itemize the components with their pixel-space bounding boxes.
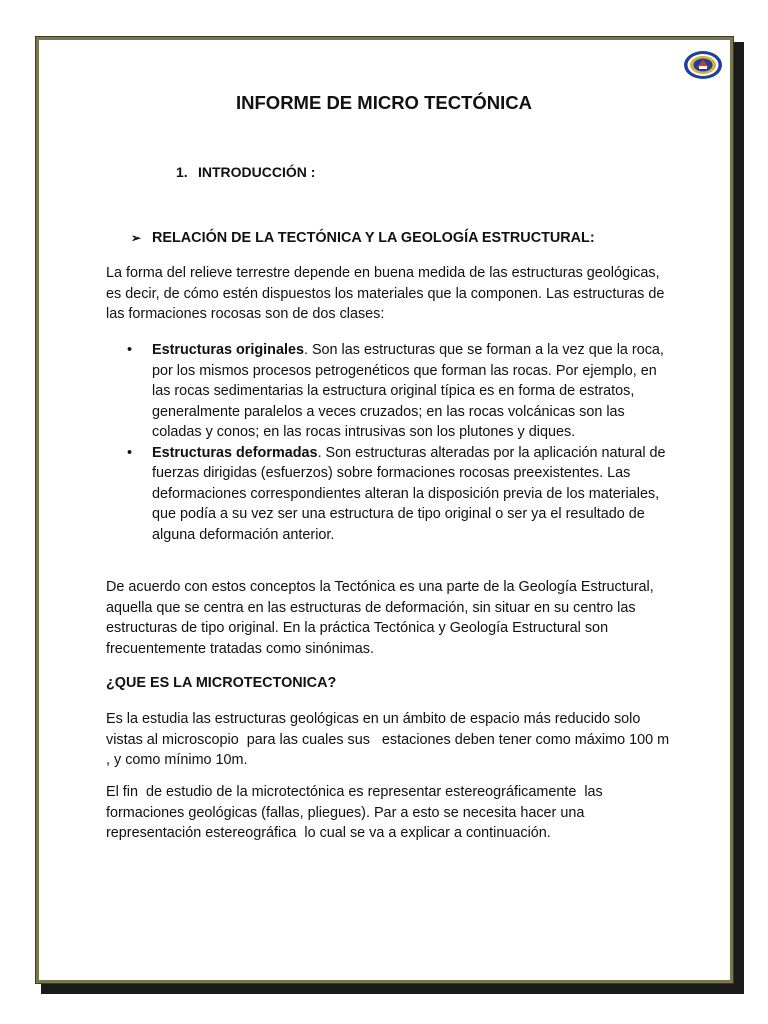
section-heading	[176, 164, 315, 180]
microtectonica-heading: ¿QUE ES LA MICROTECTONICA?	[106, 675, 337, 691]
paragraph-purpose: El fin de estudio de la microtectónica es representar estereográficamente las formaciones geológicas (fallas, pliegues). Par a esto se necesita hacer una representación estereográfica lo cual se va a explicar a continuación.	[106, 784, 607, 841]
university-seal-icon	[683, 50, 723, 80]
paragraph-tectonica: De acuerdo con estos conceptos la Tectónica es una parte de la Geología Estructural, aquella que se centra en las estructuras de deformación, sin situar en su centro las estructuras de tipo original. En la práctica Tectónica y Geología Estructural son frecuentemente tratadas como sinónimas.	[106, 579, 654, 657]
bullet-term: Estructuras originales	[152, 342, 304, 358]
subheading	[131, 230, 595, 246]
section-title: INTRODUCCIÓN :	[198, 164, 316, 180]
bullet-text: . Son estructuras alteradas por la aplicación natural de fuerzas dirigidas (esfuerzos) sobre formaciones rocosas preexistentes. Las deformaciones correspondientes alteran la disposición previa de los materiales, que podía a su vez ser una estructura de tipo original o ser ya el resultado de alguna deformación anterior.	[152, 444, 666, 543]
arrow-bullet-icon: ➢	[131, 231, 142, 245]
bullet-icon: •	[127, 444, 133, 461]
paragraph-definition: Es la estudia las estructuras geológicas en un ámbito de espacio más reducido solo vistas al microscopio para las cuales sus estaciones deben tener como máximo 100 m , y como mínimo 10m.	[106, 711, 674, 768]
intro-paragraph: La forma del relieve terrestre depende en buena medida de las estructuras geológicas, es decir, de cómo estén dispuestos los materiales que la componen. Las estructuras de las formaciones rocosas son de dos clases:	[106, 265, 665, 322]
bullet-term: Estructuras deformadas	[152, 444, 318, 461]
list-item	[127, 340, 677, 443]
bullet-list	[127, 340, 677, 545]
subheading-text: RELACIÓN DE LA TECTÓNICA Y LA GEOLOGÍA ESTRUCTURAL:	[152, 230, 595, 246]
list-item	[127, 443, 677, 546]
bullet-icon: •	[127, 342, 133, 358]
document-title: INFORME DE MICRO TECTÓNICA	[236, 92, 532, 113]
bullet-text: . Son las estructuras que se forman a la vez que la roca, por los mismos procesos petrogenéticos que forman las rocas. Por ejemplo, en las rocas sedimentarias la estructura original típica es en forma de estratos, generalmente paralelos a veces cruzados; en las rocas volcánicas son las coladas y conos; en las rocas intrusivas son los plutones y diques.	[152, 342, 664, 440]
section-number: 1.	[176, 164, 188, 180]
